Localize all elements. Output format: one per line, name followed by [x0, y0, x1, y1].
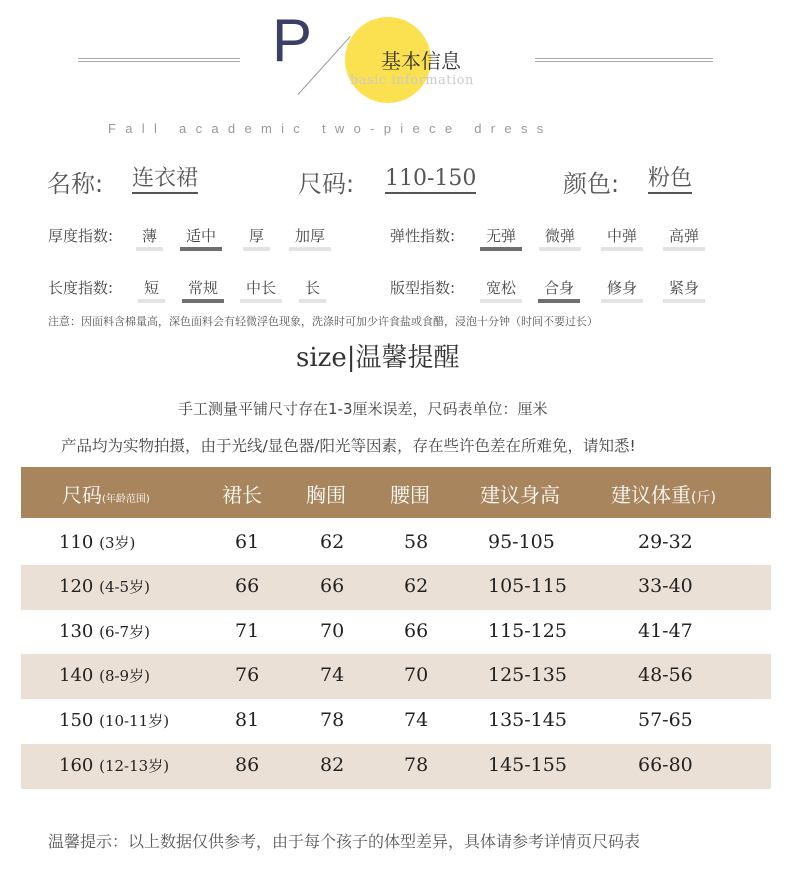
cell-size-value: 110 — [59, 532, 94, 553]
cell-chest: 74 — [320, 664, 345, 686]
color-label: 颜色: — [563, 170, 620, 198]
cell-weight: 66-80 — [638, 754, 693, 776]
cell-size-value: 160 — [59, 755, 94, 776]
measurement-note: 手工测量平铺尺寸存在1-3厘米误差，尺码表单位：厘米 — [178, 400, 548, 418]
cell-age-range: (4-5岁) — [99, 578, 150, 596]
cell-waist: 74 — [404, 709, 429, 731]
cell-waist: 78 — [404, 754, 429, 776]
cell-length: 61 — [235, 531, 260, 553]
cell-age-range: (6-7岁) — [99, 623, 150, 641]
cell-size-value: 120 — [59, 576, 94, 597]
cell-age-range: (12-13岁) — [99, 757, 170, 775]
cell-size — [59, 576, 150, 597]
header-height: 建议身高 — [480, 483, 560, 507]
length-option: 长 — [303, 277, 322, 301]
cell-size — [59, 755, 169, 776]
care-note: 注意：因面料含棉量高，深色面料会有轻微浮色现象，洗涤时可加少许食盐或食醋，浸泡十分钟（时间不要过长） — [48, 315, 598, 328]
fit-option-selected: 合身 — [542, 277, 576, 301]
size-label: 尺码: — [298, 170, 355, 198]
footer-tip: 温馨提示：以上数据仅供参考，由于每个孩子的体型差异，具体请参考详情页尺码表 — [48, 832, 641, 851]
thickness-option-selected: 适中 — [184, 225, 218, 249]
length-option-selected: 常规 — [186, 277, 220, 301]
length-option: 中长 — [244, 277, 278, 301]
header-weight-label: 建议体重 — [611, 483, 691, 507]
thickness-option: 加厚 — [293, 225, 327, 249]
cell-size — [59, 665, 150, 686]
length-option: 短 — [142, 277, 161, 301]
fit-option: 紧身 — [667, 277, 701, 301]
cell-height: 125-135 — [488, 664, 567, 686]
cell-weight: 29-32 — [638, 531, 693, 553]
cell-size — [59, 532, 135, 553]
product-tagline: Fall academic two-piece dress — [108, 121, 553, 136]
thickness-option: 薄 — [140, 225, 159, 249]
header-chest: 胸围 — [306, 483, 346, 507]
color-difference-note: 产品均为实物拍摄，由于光线/显色器/阳光等因素，存在些许色差在所难免，请知悉! — [61, 437, 636, 455]
cell-height: 135-145 — [488, 709, 567, 731]
cell-age-range: (3岁) — [99, 534, 136, 552]
elasticity-index-label: 弹性指数: — [390, 227, 456, 245]
header-weight — [611, 479, 716, 508]
header-left-rule — [78, 58, 240, 62]
length-index-label: 长度指数: — [48, 279, 114, 297]
header-size-label: 尺码 — [62, 483, 102, 507]
elasticity-option-selected: 无弹 — [484, 225, 518, 249]
header-weight-unit: (斤) — [691, 490, 716, 506]
cell-height: 145-155 — [488, 754, 567, 776]
cell-weight: 41-47 — [638, 620, 693, 642]
header-length: 裙长 — [222, 483, 262, 507]
cell-age-range: (8-9岁) — [99, 667, 150, 685]
cell-waist: 66 — [404, 620, 429, 642]
elasticity-option: 中弹 — [605, 225, 639, 249]
size-section-title: size|温馨提醒 — [296, 343, 460, 373]
cell-waist: 70 — [404, 664, 429, 686]
cell-height: 115-125 — [488, 620, 567, 642]
cell-height: 105-115 — [488, 575, 567, 597]
cell-height: 95-105 — [488, 531, 555, 553]
cell-age-range: (10-11岁) — [99, 712, 170, 730]
header-right-rule — [535, 58, 713, 62]
cell-weight: 33-40 — [638, 575, 693, 597]
cell-weight: 48-56 — [638, 664, 693, 686]
header-logo-letter: P — [272, 7, 313, 74]
cell-size-value: 150 — [59, 710, 94, 731]
header-size — [62, 479, 150, 508]
color-value: 粉色 — [648, 166, 692, 194]
size-value: 110-150 — [385, 166, 476, 194]
cell-chest: 66 — [320, 575, 345, 597]
cell-length: 66 — [235, 575, 260, 597]
cell-waist: 58 — [404, 531, 429, 553]
cell-size — [59, 710, 169, 731]
fit-option: 宽松 — [484, 277, 518, 301]
cell-weight: 57-65 — [638, 709, 693, 731]
name-value: 连衣裙 — [132, 166, 198, 194]
elasticity-option: 高弹 — [667, 225, 701, 249]
header-waist: 腰围 — [390, 483, 430, 507]
header-size-note: (年龄范围) — [102, 494, 150, 505]
section-subtitle: basic information — [350, 73, 474, 88]
cell-length: 86 — [235, 754, 260, 776]
elasticity-option: 微弹 — [543, 225, 577, 249]
cell-length: 76 — [235, 664, 260, 686]
fit-option: 修身 — [605, 277, 639, 301]
fit-index-label: 版型指数: — [390, 279, 456, 297]
cell-chest: 82 — [320, 754, 345, 776]
thickness-index-label: 厚度指数: — [48, 227, 114, 245]
section-title: 基本信息 — [381, 49, 461, 73]
cell-length: 71 — [235, 620, 260, 642]
cell-chest: 62 — [320, 531, 345, 553]
cell-size — [59, 621, 150, 642]
cell-size-value: 140 — [59, 665, 94, 686]
cell-chest: 78 — [320, 709, 345, 731]
name-label: 名称: — [47, 170, 104, 198]
cell-size-value: 130 — [59, 621, 94, 642]
cell-length: 81 — [235, 709, 260, 731]
cell-chest: 70 — [320, 620, 345, 642]
thickness-option: 厚 — [247, 225, 266, 249]
cell-waist: 62 — [404, 575, 429, 597]
